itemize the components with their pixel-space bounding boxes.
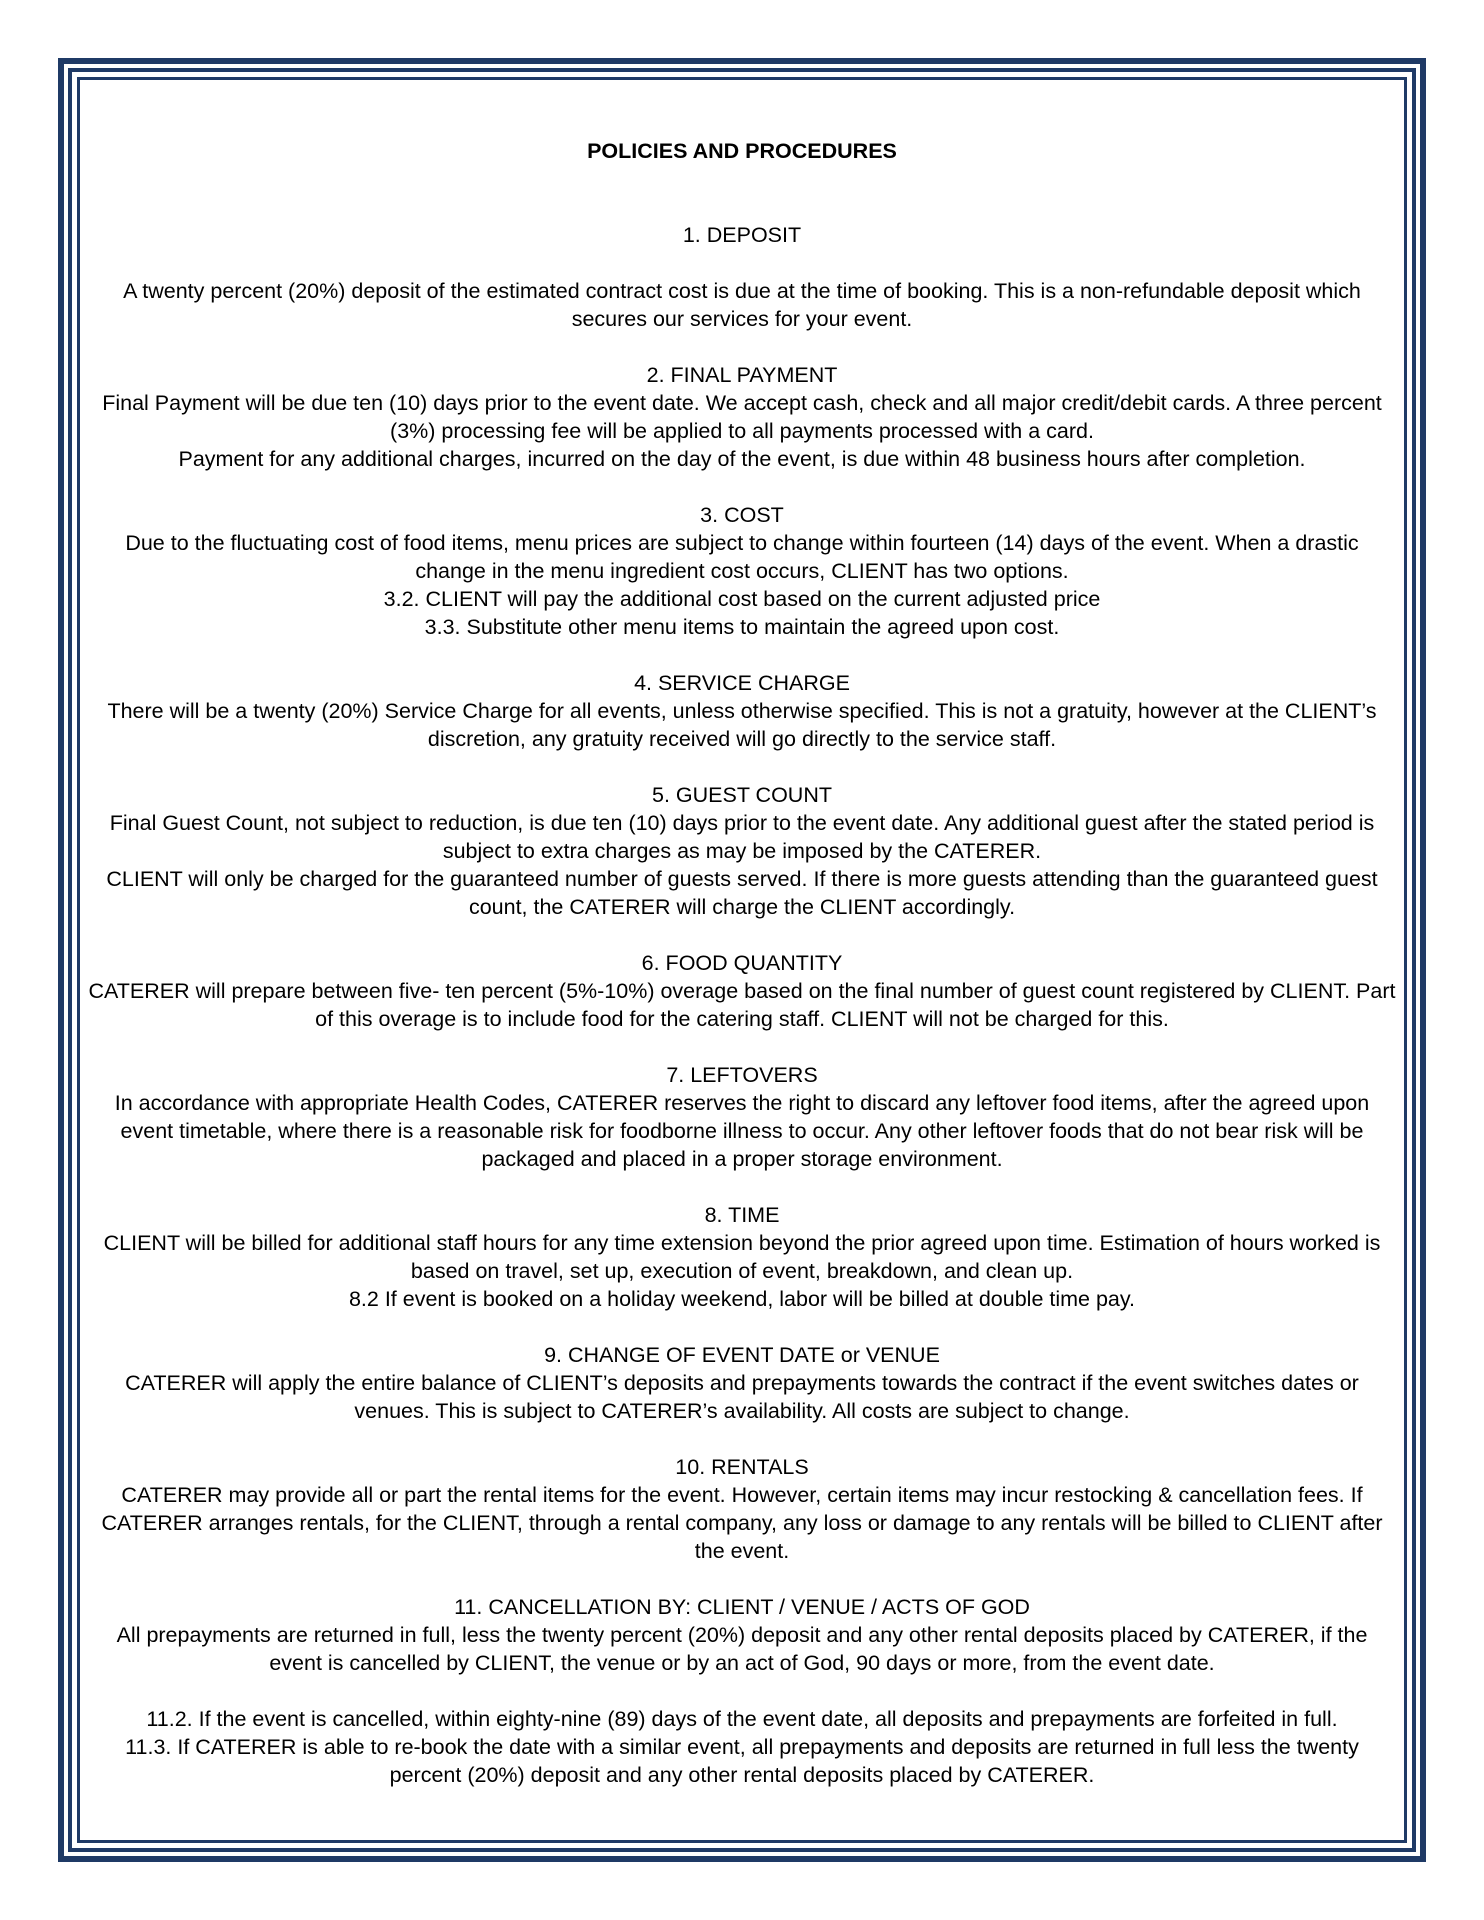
- section-deposit: [88, 221, 1396, 249]
- section-paragraph: All prepayments are returned in full, less the twenty percent (20%) deposit and any other rental deposits placed by CATERER, if the event is cancelled by CLIENT, the venue or by an act of God, 90 days or more, from the event date.: [116, 1623, 1368, 1675]
- section-heading: 10. RENTALS: [675, 1455, 809, 1479]
- section-heading: 3. COST: [700, 503, 784, 527]
- section-leftovers: [88, 1061, 1396, 1173]
- section-paragraph: There will be a twenty (20%) Service Charge for all events, unless otherwise specified. This is not a gratuity, however at the CLIENT’s discretion, any gratuity received will go directly to the service staff.: [107, 699, 1377, 751]
- section-heading: 8. TIME: [704, 1203, 780, 1227]
- section-heading: 9. CHANGE OF EVENT DATE or VENUE: [544, 1343, 940, 1367]
- section-cost: [88, 501, 1396, 641]
- section-paragraph: A twenty percent (20%) deposit of the estimated contract cost is due at the time of booking. This is a non-refundable deposit which secures our services for your event.: [123, 279, 1361, 331]
- section-heading: 11. CANCELLATION BY: CLIENT / VENUE / ACTS OF GOD: [454, 1595, 1030, 1619]
- section-paragraph: 11.2. If the event is cancelled, within eighty-nine (89) days of the event date, all deposits and prepayments are forfeited in full.: [146, 1707, 1338, 1731]
- section-paragraph: 8.2 If event is booked on a holiday weekend, labor will be billed at double time pay.: [348, 1287, 1136, 1311]
- section-paragraph: Due to the fluctuating cost of food items, menu prices are subject to change within fourteen (14) days of the event. When a drastic change in the menu ingredient cost occurs, CLIENT has two options.: [125, 531, 1359, 583]
- section-paragraph: 3.3. Substitute other menu items to maintain the agreed upon cost.: [424, 615, 1060, 639]
- section-food-quantity: [88, 949, 1396, 1033]
- section-paragraph: 11.3. If CATERER is able to re-book the date with a similar event, all prepayments and deposits are returned in full less the twenty percent (20%) deposit and any other rental deposits placed by CATERER.: [125, 1735, 1359, 1787]
- section-change-of-event: [88, 1341, 1396, 1425]
- section-heading: 2. FINAL PAYMENT: [646, 363, 838, 387]
- document-body: [88, 137, 1396, 1817]
- section-heading: 4. SERVICE CHARGE: [634, 671, 850, 695]
- section-cancellation: [88, 1593, 1396, 1677]
- section-final-payment: [88, 361, 1396, 473]
- section-paragraph: CATERER will apply the entire balance of CLIENT’s deposits and prepayments towards the contract if the event switches dates or venues. This is subject to CATERER’s availability. All costs are subject to change.: [125, 1371, 1359, 1423]
- document-title: POLICIES AND PROCEDURES: [587, 139, 897, 163]
- section-heading: 6. FOOD QUANTITY: [641, 951, 843, 975]
- section-paragraph: Payment for any additional charges, incurred on the day of the event, is due within 48 business hours after completion.: [178, 447, 1306, 471]
- section-heading: 7. LEFTOVERS: [666, 1063, 818, 1087]
- section-paragraph: Final Guest Count, not subject to reduction, is due ten (10) days prior to the event date. Any additional guest after the stated period is subject to extra charges as may be imposed by the CATERER.: [109, 811, 1375, 863]
- section-deposit-body: [88, 277, 1396, 333]
- section-time: [88, 1201, 1396, 1313]
- section-paragraph: CLIENT will be billed for additional staff hours for any time extension beyond the prior agreed upon time. Estimation of hours worked is based on travel, set up, execution of event, breakdown, and clean up.: [103, 1231, 1381, 1283]
- section-paragraph: In accordance with appropriate Health Codes, CATERER reserves the right to discard any leftover food items, after the agreed upon event timetable, where there is a reasonable risk for foodborne illness to occur. Any other leftover foods that do not bear risk will be packaged and placed in a proper storage environment.: [114, 1091, 1370, 1171]
- section-paragraph: CLIENT will only be charged for the guaranteed number of guests served. If there is more guests attending than the guaranteed guest count, the CATERER will charge the CLIENT accordingly.: [106, 867, 1378, 919]
- section-heading: 1. DEPOSIT: [682, 223, 802, 247]
- section-paragraph: Final Payment will be due ten (10) days prior to the event date. We accept cash, check and all major credit/debit cards. A three percent (3%) processing fee will be applied to all payments processed with a card.: [102, 391, 1382, 443]
- section-service-charge: [88, 669, 1396, 753]
- section-paragraph: CATERER will prepare between five- ten percent (5%-10%) overage based on the final number of guest count registered by CLIENT. Part of this overage is to include food for the catering staff. CLIENT will not be charged for this.: [88, 979, 1396, 1031]
- section-rentals: [88, 1453, 1396, 1565]
- section-paragraph: CATERER may provide all or part the rental items for the event. However, certain items may incur restocking & cancellation fees. If CATERER arranges rentals, for the CLIENT, through a rental company, any loss or damage to any rentals will be billed to CLIENT after the event.: [101, 1483, 1383, 1563]
- section-guest-count: [88, 781, 1396, 921]
- section-heading: 5. GUEST COUNT: [652, 783, 832, 807]
- section-cancellation-terms: [88, 1705, 1396, 1789]
- section-paragraph: 3.2. CLIENT will pay the additional cost based on the current adjusted price: [383, 587, 1101, 611]
